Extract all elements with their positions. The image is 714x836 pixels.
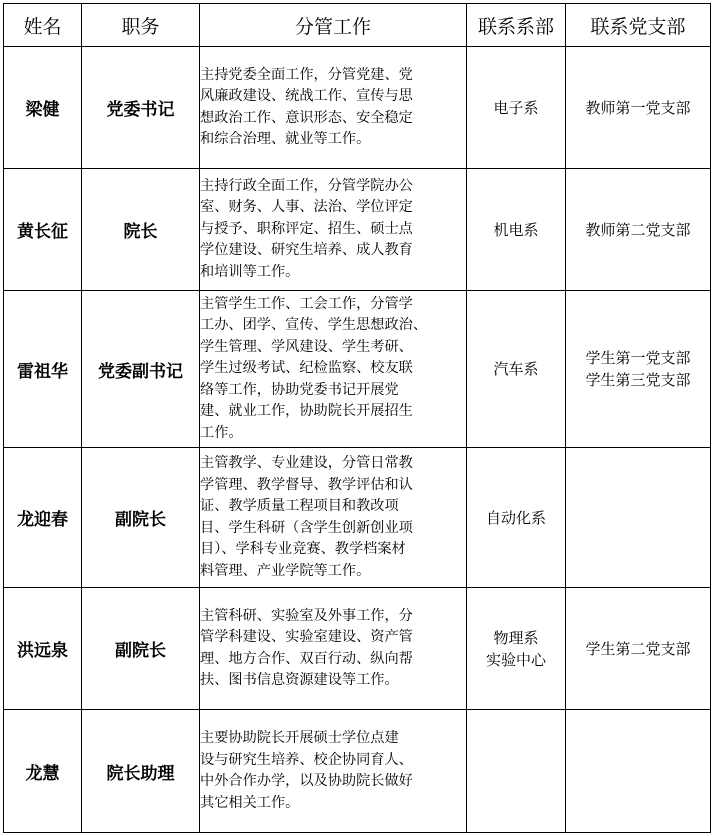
contact-department-cell bbox=[467, 448, 566, 588]
responsibility-line: 工办、团学、宣传、学生思想政治、 bbox=[200, 317, 428, 334]
contact-branch-cell bbox=[566, 710, 711, 833]
responsibility-line: 目、学生科研（含学生创新创业项 bbox=[200, 519, 413, 536]
responsibility-line: 主要协助院长开展硕士学位点建 bbox=[200, 730, 399, 746]
responsibility-line: 主管科研、实验室及外事工作，分 bbox=[200, 607, 413, 624]
table-row bbox=[4, 47, 711, 169]
department-line: 汽车系 bbox=[493, 360, 539, 378]
table-row bbox=[4, 448, 711, 588]
responsibility-line: 扶、图书信息资源建设等工作。 bbox=[200, 672, 399, 688]
contact-branch-cell bbox=[566, 169, 711, 291]
branch-line: 学生第一党支部 bbox=[585, 349, 691, 367]
responsibility-line: 想政治工作、意识形态、安全稳定 bbox=[200, 109, 413, 126]
person-name: 洪远泉 bbox=[4, 588, 82, 710]
responsibility-line: 主持行政全面工作，分管学院办公 bbox=[200, 177, 413, 194]
responsibility-line: 料管理、产业学院等工作。 bbox=[200, 562, 371, 579]
department-line: 电子系 bbox=[493, 98, 539, 117]
contact-branch-cell bbox=[566, 448, 711, 588]
header-contact-department: 联系系部 bbox=[467, 4, 566, 47]
responsibility-line: 与授予、职称评定、招生、硕士点 bbox=[200, 220, 413, 237]
branch-line: 学生第三党支部 bbox=[585, 371, 691, 389]
table-row bbox=[4, 588, 711, 710]
table-row bbox=[4, 291, 711, 448]
table-row bbox=[4, 169, 711, 291]
responsibility-line: 中外合作办学，以及协助院长做好 bbox=[200, 773, 413, 789]
responsibility-line: 学位建设、研究生培养、成人教育 bbox=[200, 242, 413, 259]
contact-branch-cell bbox=[566, 588, 711, 710]
responsibility-line: 和综合治理、就业等工作。 bbox=[200, 131, 371, 147]
person-name: 黄长征 bbox=[4, 169, 82, 291]
department-line: 机电系 bbox=[493, 220, 539, 239]
branch-line: 教师第一党支部 bbox=[585, 98, 691, 117]
person-name: 雷祖华 bbox=[4, 291, 82, 448]
responsibility-line: 学管理、教学督导、教学评估和认 bbox=[200, 476, 413, 493]
responsibility-line: 理、地方合作、双百行动、纵向帮 bbox=[200, 650, 413, 667]
header-position: 职务 bbox=[82, 4, 200, 47]
leadership-duty-table bbox=[3, 3, 711, 833]
responsibility-line: 主管学生工作、工会工作，分管学 bbox=[200, 295, 413, 312]
responsibilities-cell bbox=[200, 291, 467, 448]
responsibility-line: 络等工作，协助党委书记开展党 bbox=[200, 381, 399, 398]
department-line: 自动化系 bbox=[485, 508, 546, 527]
table-row bbox=[4, 710, 711, 833]
responsibility-line: 设与研究生培养、校企协同育人、 bbox=[200, 751, 413, 768]
branch-line: 学生第二党支部 bbox=[585, 639, 691, 658]
responsibilities-cell bbox=[200, 169, 467, 291]
responsibility-line: 工作。 bbox=[200, 424, 243, 441]
contact-department-cell bbox=[467, 588, 566, 710]
person-name: 梁健 bbox=[4, 47, 82, 169]
person-position: 党委副书记 bbox=[82, 291, 200, 448]
person-name: 龙迎春 bbox=[4, 448, 82, 588]
contact-branch-cell bbox=[566, 47, 711, 169]
header-contact-party-branch: 联系党支部 bbox=[566, 4, 711, 47]
responsibility-line: 室、财务、人事、法治、学位评定 bbox=[200, 199, 413, 216]
department-line: 实验中心 bbox=[485, 650, 546, 669]
person-position: 院长助理 bbox=[82, 710, 200, 833]
department-line: 物理系 bbox=[493, 628, 539, 647]
responsibility-line: 学生过级考试、纪检监察、校友联 bbox=[200, 360, 413, 377]
header-name: 姓名 bbox=[4, 4, 82, 47]
contact-department-cell bbox=[467, 710, 566, 833]
person-position: 副院长 bbox=[82, 448, 200, 588]
responsibility-line: 主管教学、专业建设，分管日常教 bbox=[200, 455, 413, 471]
header-responsibilities: 分管工作 bbox=[200, 4, 467, 47]
responsibility-line: 证、教学质量工程项目和教改项 bbox=[200, 498, 399, 514]
header-row bbox=[4, 4, 711, 47]
responsibility-line: 建、就业工作，协助院长开展招生 bbox=[200, 403, 413, 420]
person-name: 龙慧 bbox=[4, 710, 82, 833]
responsibilities-cell bbox=[200, 710, 467, 833]
responsibility-line: 目）、学科专业竞赛、教学档案材 bbox=[200, 541, 406, 557]
person-position: 副院长 bbox=[82, 588, 200, 710]
contact-department-cell bbox=[467, 47, 566, 169]
responsibility-line: 管学科建设、实验室建设、资产管 bbox=[200, 629, 413, 645]
responsibilities-cell bbox=[200, 47, 467, 169]
responsibility-line: 和培训等工作。 bbox=[200, 263, 300, 280]
person-position: 党委书记 bbox=[82, 47, 200, 169]
contact-department-cell bbox=[467, 291, 566, 448]
contact-branch-cell bbox=[566, 291, 711, 448]
contact-department-cell bbox=[467, 169, 566, 291]
branch-line: 教师第二党支部 bbox=[585, 220, 691, 239]
responsibility-line: 其它相关工作。 bbox=[200, 794, 300, 811]
responsibilities-cell bbox=[200, 448, 467, 588]
responsibility-line: 学生管理、学风建设、学生考研、 bbox=[200, 338, 413, 355]
responsibility-line: 风廉政建设、统战工作、宣传与思 bbox=[200, 88, 413, 104]
responsibilities-cell bbox=[200, 588, 467, 710]
responsibility-line: 主持党委全面工作，分管党建、党 bbox=[200, 66, 413, 83]
person-position: 院长 bbox=[82, 169, 200, 291]
